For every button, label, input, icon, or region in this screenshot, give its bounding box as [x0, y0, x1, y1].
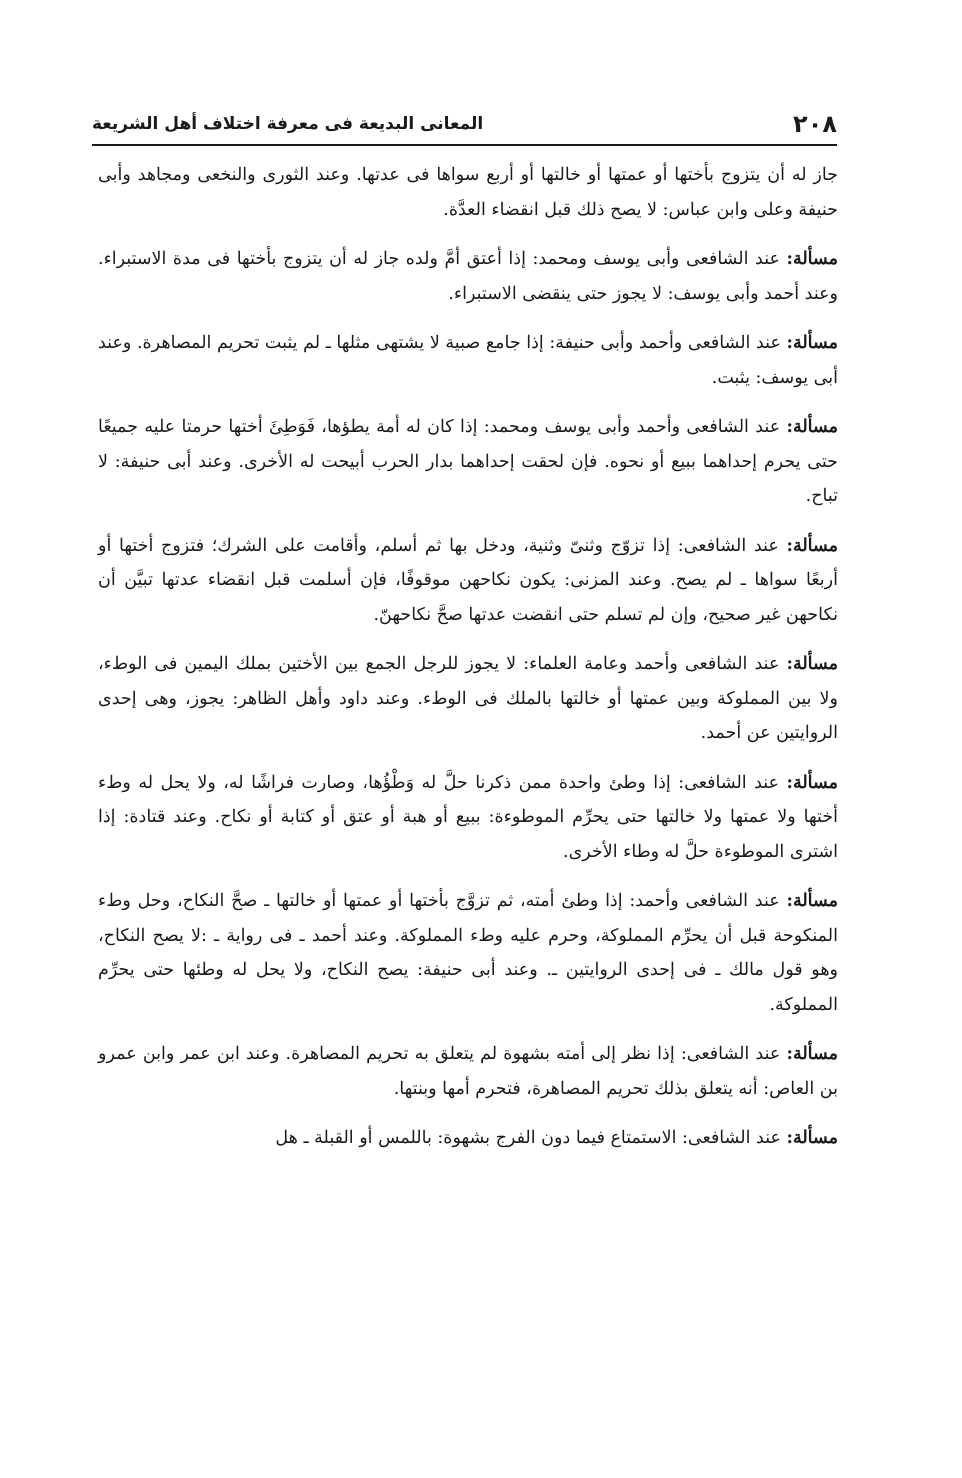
- masala-paragraph: [98, 529, 838, 633]
- paragraph-text: عند الشافعى: الاستمتاع فيما دون الفرج بشهوة: باللمس أو القبلة ـ هل: [275, 1128, 781, 1148]
- masala-paragraph: [98, 647, 838, 751]
- paragraph-text: عند الشافعى وأحمد وأبى يوسف ومحمد: إذا كان له أمة يطؤها، فَوَطِئَ أختها حرمتا عليه جميعًا حتى يحرم إحداهما ببيع أو نحوه. فإن لحقت إحداهما بدار الحرب أبيحت له الأخرى. وعند أبى حنيفة: لا تباح.: [98, 417, 838, 506]
- page-body: [98, 158, 838, 1171]
- masala-label: مسألة:: [786, 249, 838, 269]
- masala-paragraph: [98, 1037, 838, 1106]
- paragraph: [98, 158, 838, 227]
- masala-label: مسألة:: [786, 772, 838, 793]
- masala-paragraph: [98, 766, 838, 870]
- masala-paragraph: [98, 410, 838, 514]
- masala-label: مسألة:: [786, 1044, 838, 1064]
- page-header: [92, 104, 837, 146]
- masala-label: مسألة:: [786, 891, 838, 911]
- paragraph-text: عند الشافعى: إذا نظر إلى أمته بشهوة لم يتعلق به تحريم المصاهرة. وعند ابن عمر وابن عمرو بن العاص: أنه يتعلق بذلك تحريم المصاهرة، فتحرم أمها وبنتها.: [98, 1044, 838, 1099]
- masala-label: مسألة:: [786, 654, 838, 674]
- paragraph-text: جاز له أن يتزوج بأختها أو عمتها أو خالتها أو أربع سواها فى عدتها. وعند الثورى والنخعى ومجاهد وأبى حنيفة وعلى وابن عباس: لا يصح ذلك قبل انقضاء العدَّة.: [98, 165, 838, 220]
- masala-label: مسألة:: [786, 535, 838, 556]
- paragraph-text: عند الشافعى: إذا وطئ واحدة ممن ذكرنا حلَّ له وَطْؤُها، وصارت فراشًا له، ولا يحل له وطء أختها ولا عمتها ولا خالتها حتى يحرِّم الموطوءة: ببيع أو هبة أو عتق أو كتابة أو نكاح. وعند قتادة: إذا اشترى الموطوءة حلَّ له وطاء الأخرى.: [98, 772, 838, 862]
- paragraph-text: عند الشافعى وأحمد: إذا وطئ أمته، ثم تزوَّج بأختها أو عمتها أو خالتها ـ صحَّ النكاح، وحل وطء المنكوحة قبل أن يحرِّم المملوكة، وحرم عليه وطء المملوكة. وعند أحمد ـ فى رواية ـ :لا يصح النكاح، وهو قول مالك ـ فى إحدى الروايتين ـ. وعند أبى حنيفة: يصح النكاح، ولا يحل له وطئها حتى يحرِّم المملوكة.: [98, 891, 838, 1015]
- paragraph-text: عند الشافعى وأحمد وعامة العلماء: لا يجوز للرجل الجمع بين الأختين بملك اليمين فى الوطء، ولا بين المملوكة وبين عمتها أو خالتها بالملك فى الوطء. وعند داود وأهل الظاهر: يجوز، وهى إحدى الروايتين عن أحمد.: [98, 654, 838, 743]
- running-title: المعانى البديعة فى معرفة اختلاف أهل الشريعة: [92, 114, 484, 134]
- masala-label: مسألة:: [786, 333, 838, 353]
- page-number: ٢٠٨: [793, 110, 837, 138]
- paragraph-text: عند الشافعى: إذا تزوّج وثنىّ وثنية، ودخل بها ثم أسلم، وأقامت على الشرك؛ فتزوج أختها أو أربعًا سواها ـ لم يصح. وعند المزنى: يكون نكاحهن موقوفًا، فإن أسلمت قبل انقضاء عدتها تبيَّن أن نكاحهن غير صحيح، وإن لم تسلم حتى انقضت عدتها صحَّ نكاحهنّ.: [98, 535, 838, 625]
- masala-paragraph: [98, 242, 838, 311]
- paragraph-text: عند الشافعى وأبى يوسف ومحمد: إذا أعتق أمَّ ولده جاز له أن يتزوج بأختها فى مدة الاستبراء. وعند أحمد وأبى يوسف: لا يجوز حتى ينقضى الاستبراء.: [98, 249, 838, 304]
- masala-label: مسألة:: [786, 417, 838, 437]
- paragraph-text: عند الشافعى وأحمد وأبى حنيفة: إذا جامع صبية لا يشتهى مثلها ـ لم يثبت تحريم المصاهرة. وعند أبى يوسف: يثبت.: [98, 333, 838, 388]
- masala-paragraph: [98, 326, 838, 395]
- masala-paragraph: [98, 1121, 838, 1156]
- masala-label: مسألة:: [786, 1128, 838, 1148]
- masala-paragraph: [98, 884, 838, 1022]
